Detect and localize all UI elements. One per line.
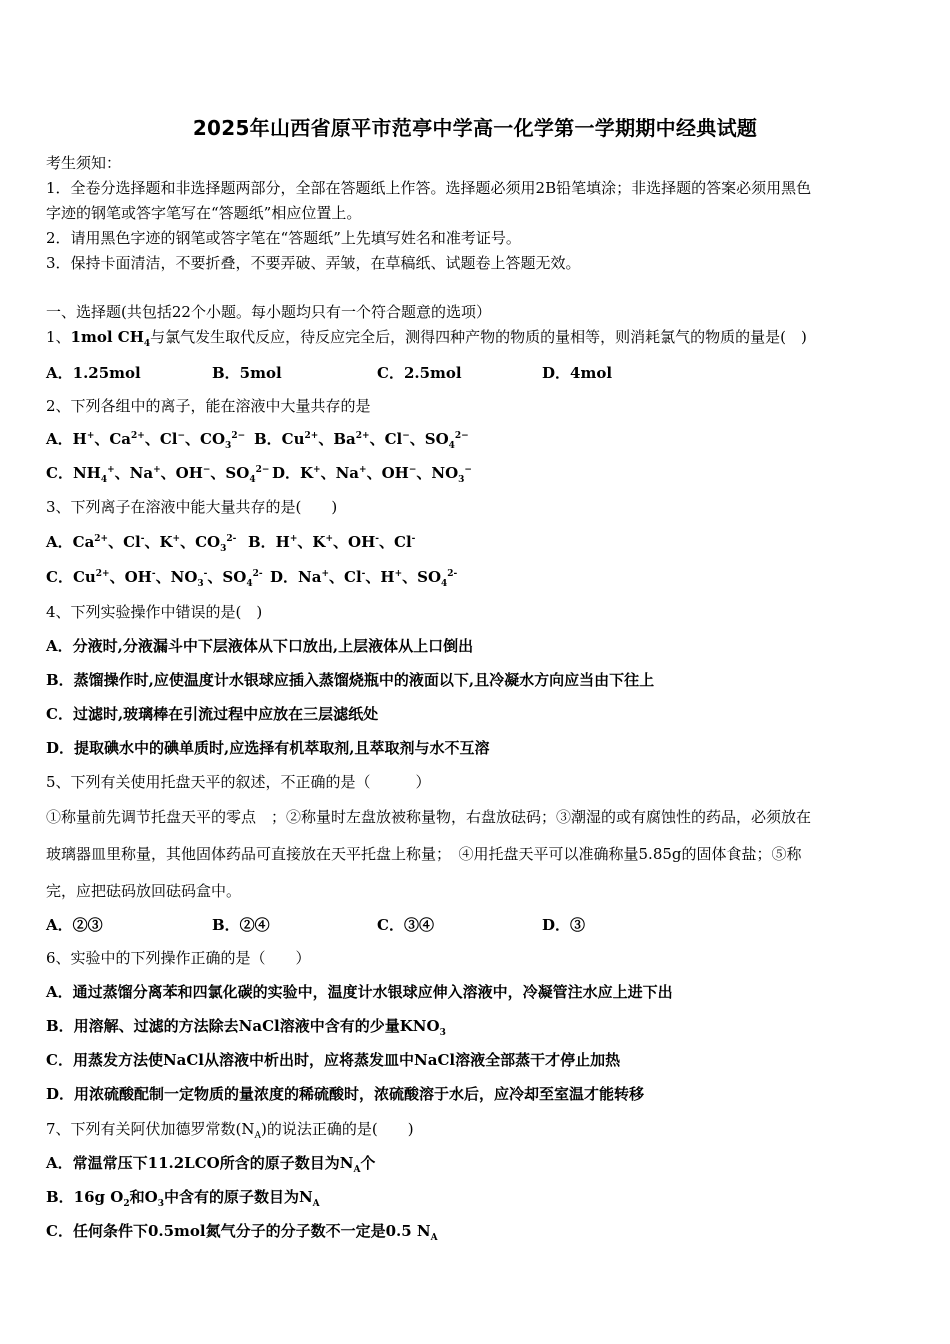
q4-option-c[interactable]: C．过滤时,玻璃棒在引流过程中应放在三层滤纸处 (46, 705, 379, 723)
q1-option-d[interactable]: D．4mol (542, 364, 613, 382)
q6-option-c[interactable]: C．用蒸发方法使NaCl从溶液中析出时，应将蒸发皿中NaCl溶液全部蒸干才停止加热 (46, 1051, 621, 1069)
q3-option-b[interactable]: B．H+、K+、OH-、Cl- (248, 533, 416, 551)
page-title: 2025年山西省原平市范亭中学高一化学第一学期期中经典试题 (192, 116, 758, 140)
q1-formula-sub: 4 (143, 339, 151, 349)
question-5-stem: 5、下列有关使用托盘天平的叙述，不正确的是（ ） (46, 773, 431, 791)
notice-item-1a: 1．全卷分选择题和非选择题两部分，全部在答题纸上作答。选择题必须用2B铅笔填涂；非选择题的答案必须用黑色 (46, 179, 812, 197)
q6-option-a[interactable]: A．通过蒸馏分离苯和四氯化碳的实验中，温度计水银球应伸入溶液中，冷凝管注水应上进下出 (46, 983, 673, 1001)
question-1-stem (46, 326, 910, 348)
notice-item-3: 3．保持卡面清洁，不要折叠，不要弄破、弄皱，在草稿纸、试题卷上答题无效。 (46, 254, 581, 272)
q5-statements-1: ①称量前先调节托盘天平的零点 ；②称量时左盘放被称量物，右盘放砝码；③潮湿的或有腐蚀性的药品，必须放在 (46, 808, 812, 826)
section-heading: 一、选择题(共包括22个小题。每小题均只有一个符合题意的选项） (46, 303, 491, 321)
q3-option-c[interactable]: C．$Cu^{2+}$、OH-、$NO_3^-$、$SO_4^{2-}$ (46, 568, 263, 589)
q3-option-d[interactable]: D．Na+、Cl-、H+、$SO_4^{2-}$ (270, 568, 458, 589)
question-6-stem: 6、实验中的下列操作正确的是（ ） (46, 949, 311, 967)
question-3-stem: 3、下列离子在溶液中能大量共存的是( ) (46, 498, 338, 516)
q5-statements-3: 完，应把砝码放回砝码盒中。 (46, 882, 242, 900)
q1-option-c[interactable]: C．2.5mol (377, 364, 462, 382)
q2-option-b[interactable]: B．$Cu^{2+}$、$Ba^{2+}$、Cl−、$SO_4^{2-}$ (254, 430, 469, 451)
q7-option-b[interactable]: B．16g $O_2$和$O_3$中含有的原子数目为$N_A$ (46, 1188, 320, 1209)
question-2-stem: 2、下列各组中的离子，能在溶液中大量共存的是 (46, 397, 371, 415)
q6-option-d[interactable]: D．用浓硫酸配制一定物质的量浓度的稀硫酸时，浓硫酸溶于水后，应冷却至室温才能转移 (46, 1085, 645, 1103)
q4-option-b[interactable]: B．蒸馏操作时,应使温度计水银球应插入蒸馏烧瓶中的液面以下,且冷凝水方向应当由下往上 (46, 671, 655, 689)
q1-option-a[interactable]: A．1.25mol (46, 364, 141, 382)
question-4-stem: 4、下列实验操作中错误的是( ) (46, 603, 263, 621)
q2-option-a[interactable]: A．H+、$Ca^{2+}$、Cl−、$CO_3^{2-}$ (46, 430, 246, 451)
q7-option-a[interactable]: A．常温常压下11.2LCO所含的原子数目为$N_A$个 (46, 1154, 376, 1175)
q2-option-c[interactable]: C．$NH_4^+$、Na+、OH−、$SO_4^{2-}$ (46, 464, 270, 485)
notice-item-2: 2．请用黑色字迹的钢笔或答字笔在“答题纸”上先填写姓名和准考证号。 (46, 229, 521, 247)
q5-option-a[interactable]: A．②③ (46, 916, 103, 934)
question-7-stem: 7、下列有关阿伏加德罗常数$(N_A)$的说法正确的是( ) (46, 1120, 414, 1141)
q5-statements-2: 玻璃器皿里称量，其他固体药品可直接放在天平托盘上称量； ④用托盘天平可以准确称量5.85g的固体食盐；⑤称 (46, 845, 802, 863)
q1-number: 1、 (46, 328, 71, 346)
q5-option-b[interactable]: B．②④ (212, 916, 270, 934)
q4-option-d[interactable]: D．提取碘水中的碘单质时,应选择有机萃取剂,且萃取剂与水不互溶 (46, 739, 490, 757)
q5-option-c[interactable]: C．③④ (377, 916, 434, 934)
q1-option-b[interactable]: B．5mol (212, 364, 282, 382)
notice-heading: 考生须知： (46, 154, 122, 172)
q1-formula: 1mol CH (70, 328, 144, 346)
notice-item-1b: 字迹的钢笔或答字笔写在“答题纸”相应位置上。 (46, 204, 362, 222)
q7-option-c[interactable]: C．任何条件下0.5mol氮气分子的分子数不一定是0.5 $N_A$ (46, 1222, 438, 1243)
q6-option-b[interactable]: B．用溶解、过滤的方法除去NaCl溶液中含有的少量$KNO_3$ (46, 1017, 446, 1038)
q1-text: 与氯气发生取代反应，待反应完全后，测得四种产物的物质的量相等，则消耗氯气的物质的量是( ) (150, 328, 807, 346)
q4-option-a[interactable]: A．分液时,分液漏斗中下层液体从下口放出,上层液体从上口倒出 (46, 637, 474, 655)
q5-option-d[interactable]: D．③ (542, 916, 586, 934)
q3-option-a[interactable]: A．$Ca^{2+}$、Cl-、K+、$CO_3^{2-}$ (46, 533, 237, 554)
q2-option-d[interactable]: D．K+、Na+、OH−、$NO_3^-$ (272, 464, 472, 485)
